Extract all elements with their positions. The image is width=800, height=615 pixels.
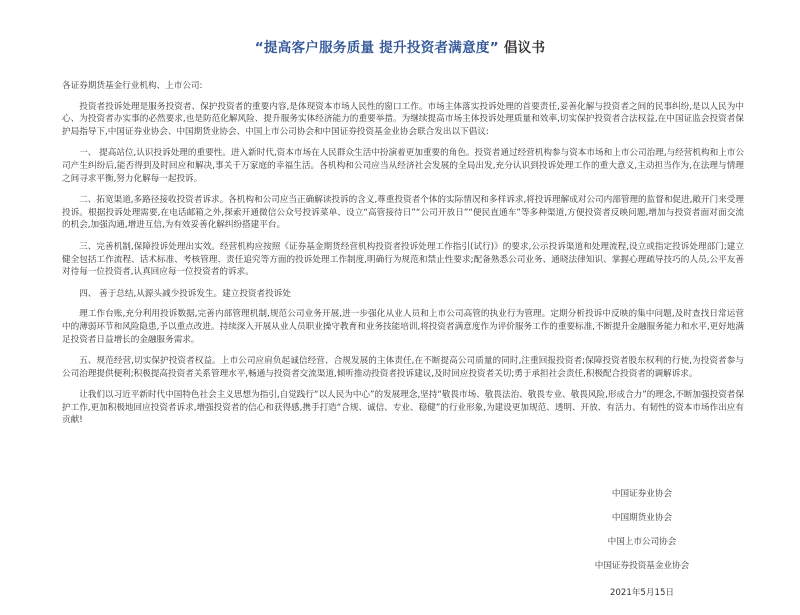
paragraph-point-1: 一、 提高站位,认识投诉处理的重要性。进入新时代,资本市场在人民群众生活中扮演着更加重要的角色。投资者通过经营机构参与资本市场和上市公司治理,与经营机构和上市公司产生纠纷后,能否得到及时回应和解决,事关千万家庭的幸福生活。各机构和公司应当从经济社会发展的全局出发,充分认识到投诉处理工作的重大意义,主动担当作为,在法理与情理之间寻求平衡,努力化解每一起投诉。 bbox=[62, 148, 744, 184]
paragraph-point-4-body: 理工作台账,充分利用投诉数据,完善内部管理机制,规范公司业务开展,进一步强化从业人员和上市公司高管的执业行为管理。定期分析投诉中反映的集中问题,及时查找日常运营中的薄弱环节和风险隐患,予以重点改进。持续深入开展从业人员职业操守教育和业务技能培训,将投资者满意度作为评价服务工作的重要标准,不断提升金融服务能力和水平,更好地满足投资者日益增长的金融服务需求。 bbox=[62, 309, 744, 345]
signatory: 中国期货业协会 bbox=[611, 513, 673, 523]
paragraph-closing: 让我们以习近平新时代中国特色社会主义思想为指引,自觉践行“以人民为中心”的发展理念,坚持“敬畏市场、敬畏法治、敬畏专业、敬畏风险,形成合力”的理念,不断加强投资者保护工作,更加积极地回应投资者诉求,增强投资者的信心和获得感,携手打造“合规、诚信、专业、稳健”的行业形象,为建设更加规范、透明、开放、有活力、有韧性的资本市场作出应有贡献! bbox=[62, 390, 744, 426]
document-title bbox=[0, 36, 800, 56]
paragraph-point-2: 二、拓宽渠道,多路径接收投资者诉求。各机构和公司应当正确解读投诉的含义,尊重投资者个体的实际情况和多样诉求,将投诉理解成对公司内部管理的监督和促进,敞开门来受理投诉。根据投诉处理需要,在电话邮箱之外,探索开通微信公众号投诉菜单、设立“高管接待日”“公司开放日”“便民直通车”等多种渠道,方便投资者反映问题,增加与投资者面对面交流的机会,加强沟通,增进互信,为有效妥善化解纠纷搭建平台。 bbox=[62, 195, 744, 231]
paragraph-point-4-heading: 四、 善于总结,从源头减少投诉发生。建立投资者投诉处 bbox=[79, 288, 291, 299]
document-date: 2021年5月15日 bbox=[609, 588, 675, 598]
salutation: 各证券期货基金行业机构、上市公司: bbox=[62, 81, 203, 91]
paragraph-intro: 投资者投诉处理是服务投资者、保护投资者的重要内容,是体现资本市场人民性的窗口工作。市场主体落实投诉处理的首要责任,妥善化解与投资者之间的民事纠纷,是以人民为中心、为投资者办实事的必然要求,也是防范化解风险、提升服务实体经济能力的重要举措。为继续提高市场主体投诉处理质量和效率,切实保护投资者合法权益,在中国证监会投资者保护局指导下,中国证券业协会、中国期货业协会、中国上市公司协会和中国证券投资基金业协会联合发出以下倡议: bbox=[62, 101, 744, 137]
paragraph-point-5: 五、规范经营,切实保护投资者权益。上市公司应肩负起诚信经营、合规发展的主体责任,在不断提高公司质量的同时,注重回报投资者;保障投资者股东权利的行使,为投资者参与公司治理提供便利;积极提高投资者关系管理水平,畅通与投资者交流渠道,倾听推动投资者投诉建议,及时回应投资者关切;勇于承担社会责任,积极配合投资者的调解诉求。 bbox=[62, 356, 744, 379]
document-title-suffix: 倡议书 bbox=[503, 40, 546, 56]
paragraph-point-3: 三、完善机制,保障投诉处理出实效。经营机构应按照《证券基金期货经营机构投资者投诉处理工作指引(试行)》的要求,公示投诉渠道和处理流程,设立或指定投诉处理部门;建立健全包括工作流程、话术标准、考核管理、责任追究等方面的投诉处理工作制度,明确行为规范和禁止性要求;配备熟悉公司业务、通晓法律知识、掌握心理疏导技巧的人员,公平友善对待每一位投资者,认真回应每一位投资者的诉求。 bbox=[62, 241, 744, 278]
signatory: 中国证券投资基金业协会 bbox=[594, 561, 690, 571]
document-body bbox=[62, 80, 744, 436]
signatory: 中国上市公司协会 bbox=[607, 537, 677, 547]
document-title-main: “提高客户服务质量 提升投资者满意度” bbox=[254, 40, 499, 56]
signature-block bbox=[542, 488, 742, 598]
signatory: 中国证券业协会 bbox=[611, 489, 673, 499]
